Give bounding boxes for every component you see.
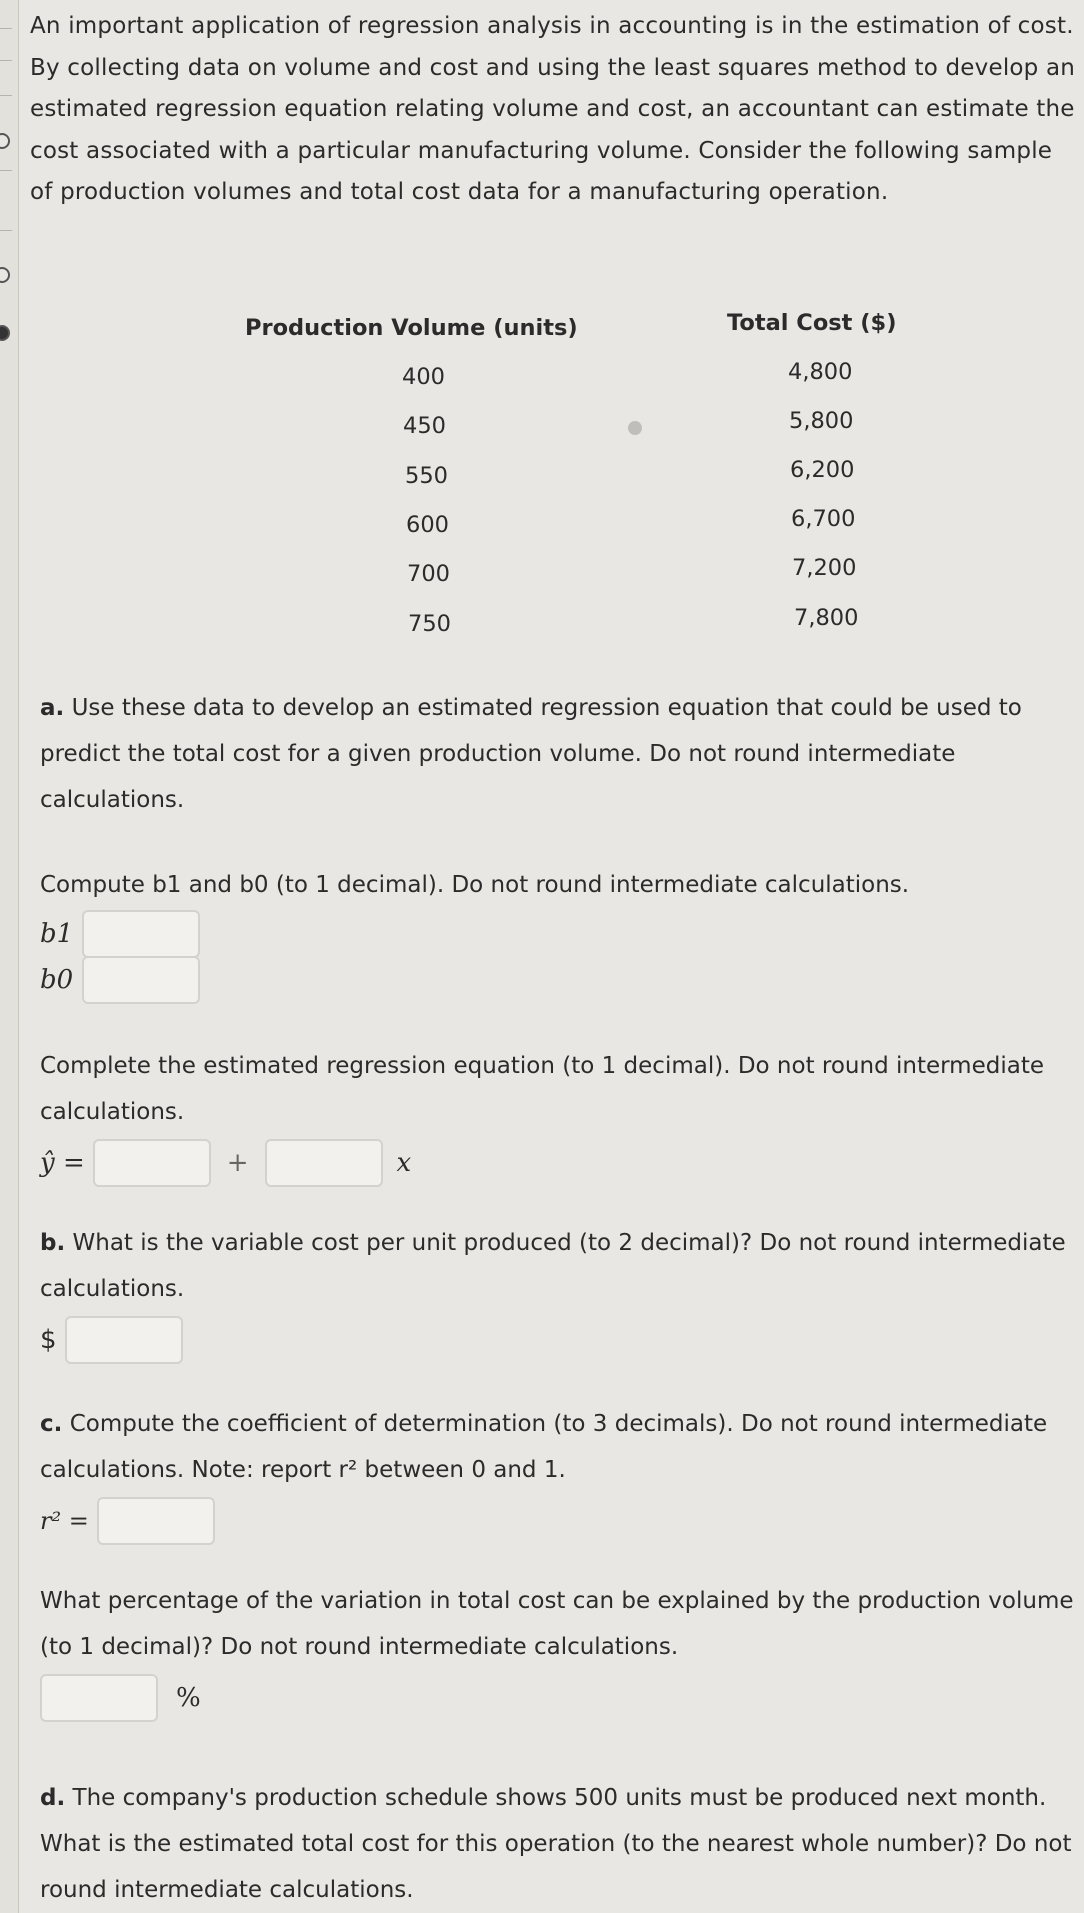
table-cell: 5,800 — [789, 408, 854, 434]
intercept-input[interactable] — [93, 1139, 211, 1187]
part-b-text: What is the variable cost per unit produced (to 2 decimal)? Do not round intermediate calculations. — [40, 1230, 1066, 1302]
b0-input[interactable] — [82, 956, 200, 1004]
part-a-equation — [40, 1043, 1080, 1187]
table-cell: 7,800 — [794, 605, 859, 631]
part-b-label: b. — [40, 1230, 66, 1256]
rail-radio-icon[interactable] — [0, 325, 10, 341]
table-cell: 7,200 — [792, 555, 857, 581]
dollar-sign: $ — [40, 1325, 57, 1355]
table-cell: 6,700 — [791, 506, 856, 532]
table-cell: 550 — [405, 463, 448, 489]
rail-divider — [0, 60, 12, 61]
rail-divider — [0, 95, 12, 96]
rail-divider — [0, 28, 12, 29]
part-a — [40, 685, 1080, 823]
rail-divider — [0, 170, 12, 171]
part-a-text: Use these data to develop an estimated regression equation that could be used to predict the total cost for a given production volume. Do not round intermediate calculations. — [40, 695, 1022, 813]
part-c-text: Compute the coefficient of determination (to 3 decimals). Do not round intermediate calculations. Note: report r² between 0 and 1. — [40, 1411, 1048, 1483]
table-cell: 450 — [403, 413, 446, 439]
part-d — [40, 1775, 1080, 1913]
r2-input[interactable] — [97, 1497, 215, 1545]
table-cell: 4,800 — [788, 359, 853, 385]
table-header-cost: Total Cost ($) — [727, 310, 897, 336]
b1-label: b1 — [40, 919, 74, 949]
plus-sign: + — [226, 1148, 249, 1178]
table-cell: 6,200 — [790, 457, 855, 483]
part-b — [40, 1220, 1080, 1364]
variable-cost-input[interactable] — [65, 1316, 183, 1364]
compute-instruction: Compute b1 and b0 (to 1 decimal). Do not round intermediate calculations. — [40, 872, 910, 898]
x-variable: x — [396, 1148, 412, 1178]
part-d-label: d. — [40, 1785, 66, 1811]
rail-radio-icon[interactable] — [0, 133, 10, 149]
table-cell: 400 — [402, 364, 445, 390]
part-c-label: c. — [40, 1411, 63, 1437]
table-cell: 700 — [407, 561, 450, 587]
equation-instruction: Complete the estimated regression equation (to 1 decimal). Do not round intermediate calculations. — [40, 1053, 1044, 1125]
rail-radio-icon[interactable] — [0, 267, 10, 283]
yhat-label: ŷ = — [40, 1148, 85, 1178]
part-c — [40, 1401, 1080, 1545]
stray-dot-icon — [628, 421, 642, 435]
part-d-text: The company's production schedule shows 500 units must be produced next month. What is the estimated total cost for this operation (to the nearest whole number)? Do not round intermediate calculations. — [40, 1785, 1072, 1903]
percentage-question: What percentage of the variation in total cost can be explained by the production volume (to 1 decimal)? Do not round intermediate calculations. — [40, 1588, 1074, 1660]
part-c-percentage — [40, 1578, 1080, 1722]
rail-divider — [0, 230, 12, 231]
table-header-volume: Production Volume (units) — [245, 315, 578, 341]
b1-input[interactable] — [82, 910, 200, 958]
b0-label: b0 — [40, 965, 74, 995]
r2-label: r² = — [40, 1507, 89, 1535]
part-a-compute — [40, 862, 1080, 1004]
part-a-label: a. — [40, 695, 65, 721]
slope-input[interactable] — [265, 1139, 383, 1187]
table-cell: 600 — [406, 512, 449, 538]
table-cell: 750 — [408, 611, 451, 637]
percent-sign: % — [176, 1683, 201, 1713]
problem-intro: An important application of regression analysis in accounting is in the estimation of cost. By collecting data on volume and cost and using the least squares method to develop an estimated regression equation relating volume and cost, an accountant can estimate the cost associated with a particular manufacturing volume. Consider the following sample of production volumes and total cost data for a manufacturing operation. — [30, 13, 1076, 205]
left-rail — [0, 0, 19, 1913]
percentage-input[interactable] — [40, 1674, 158, 1722]
